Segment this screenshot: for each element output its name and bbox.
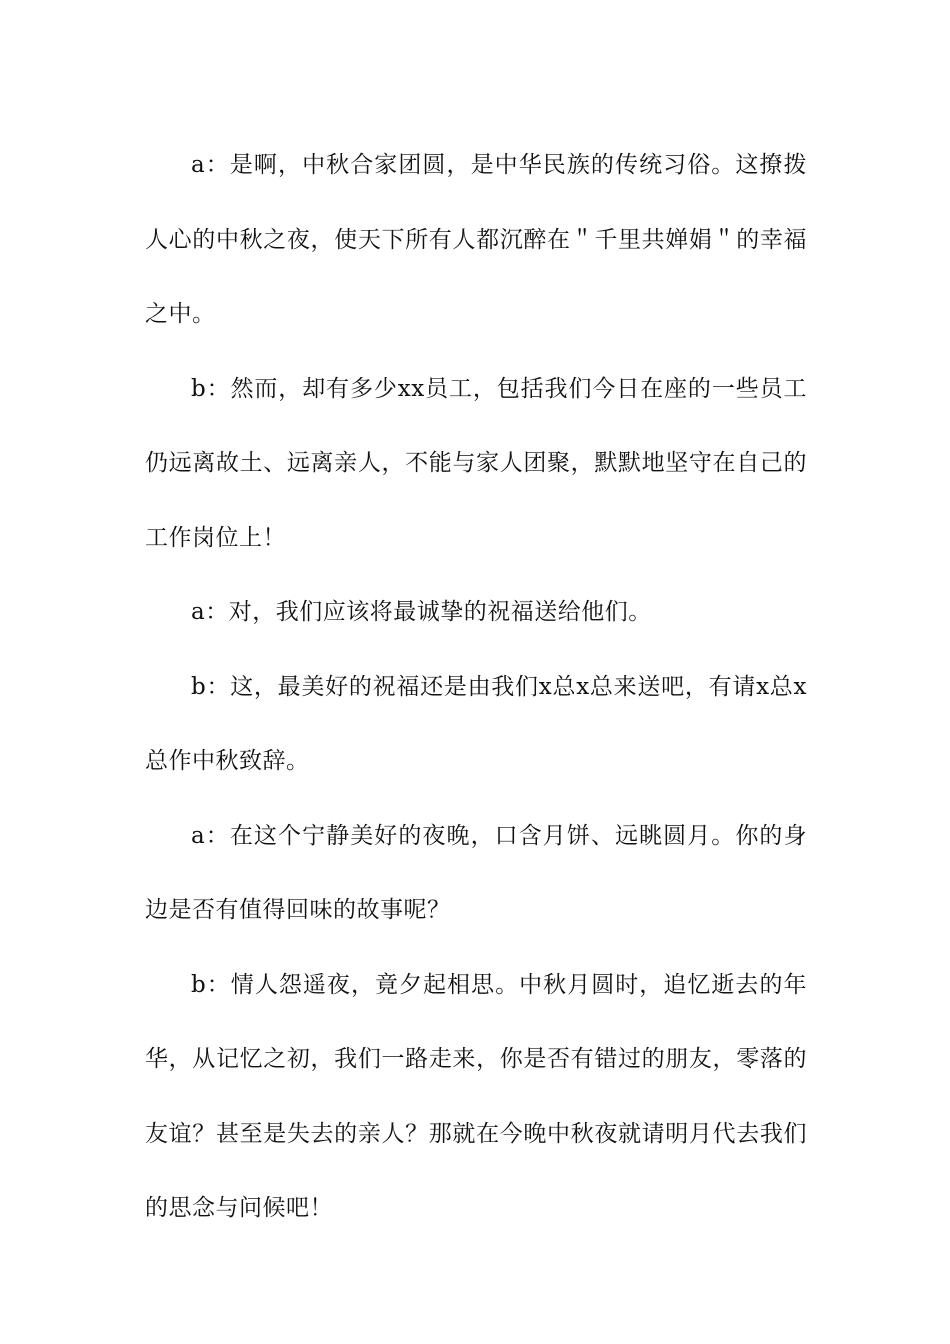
paragraph-3: a：对，我们应该将最诚挚的祝福送给他们。 (191, 599, 652, 625)
paragraph-2: b：然而，却有多少xx员工，包括我们今日在座的一些员工仍远离故土、远离亲人，不能与家人团聚，默默地坚守在自己的工作岗位上！ (145, 375, 807, 551)
paragraph-4: b：这，最美好的祝福还是由我们x总x总来送吧，有请x总x总作中秋致辞。 (145, 673, 807, 774)
paragraph-1: a：是啊，中秋合家团圆，是中华民族的传统习俗。这撩拨人心的中秋之夜，使天下所有人都沉醉在＂千里共婵娟＂的幸福之中。 (145, 152, 807, 327)
document-body (145, 128, 807, 1246)
paragraph-5: a：在这个宁静美好的夜晚，口含月饼、远眺圆月。你的身边是否有值得回味的故事呢？ (145, 822, 807, 923)
paragraph-6: b：情人怨遥夜，竟夕起相思。中秋月圆时，追忆逝去的年华，从记忆之初，我们一路走来，你是否有错过的朋友，零落的友谊？甚至是失去的亲人？那就在今晚中秋夜就请明月代去我们的思念与问候吧！ (145, 971, 807, 1221)
